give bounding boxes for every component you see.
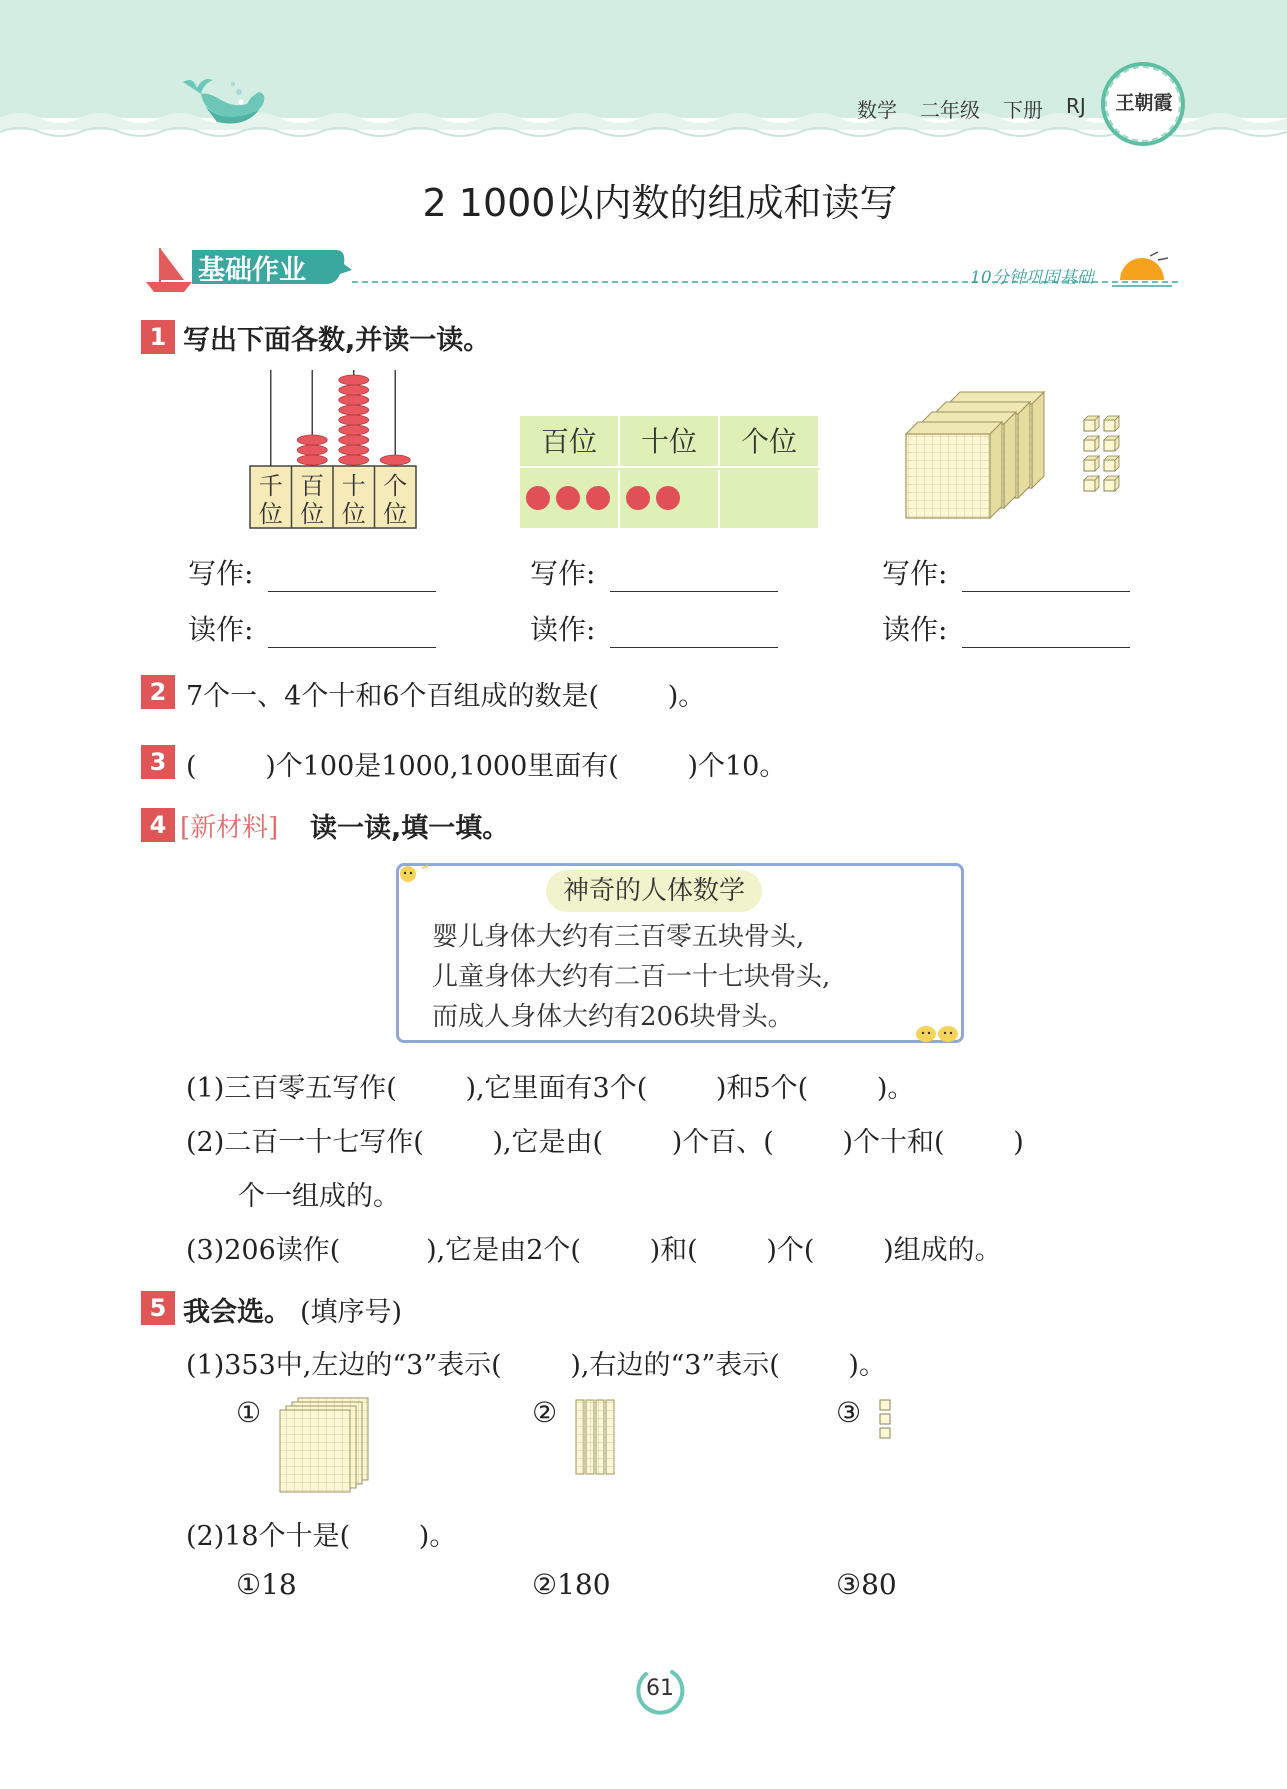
flat-top (906, 422, 1002, 434)
question-5-sub-2: (2)18个十是( )。 (186, 1521, 457, 1552)
place-value-table (520, 416, 820, 528)
flat-side (1032, 392, 1044, 488)
whale-icon (175, 74, 275, 130)
sun-sticker-icon (396, 862, 436, 886)
one-cube (1104, 440, 1115, 451)
abacus-bead (339, 425, 369, 435)
place-value-cell (520, 470, 620, 528)
question-number-2: 2 (141, 675, 175, 709)
place-value-cell (620, 470, 720, 528)
read-label: 读作: (882, 613, 948, 646)
option-marker-1: ① (236, 1396, 262, 1429)
header-subject: 数学 (857, 98, 897, 122)
abacus-bead (297, 455, 327, 465)
write-label: 写作: (188, 557, 254, 590)
new-material-tag: [新材料] (180, 813, 279, 843)
place-value-header: 个位 (720, 416, 820, 468)
page-number: 61 (646, 1676, 674, 1701)
one-cube (1084, 440, 1095, 451)
counter-dot (556, 486, 580, 510)
question-4-text: 读一读,填一填。 (310, 813, 510, 844)
abacus-bead (380, 455, 410, 465)
question-4-sub-3: (3)206读作( ),它是由2个( )和( )个( )组成的。 (186, 1235, 1002, 1266)
abacus-label-char: 百 (300, 472, 325, 500)
brand-logo (1101, 62, 1185, 146)
write-label: 写作: (882, 557, 948, 590)
one-cube (1104, 420, 1115, 431)
abacus-bead (339, 455, 369, 465)
option-marker-2: ② (532, 1396, 558, 1429)
abacus-label-char: 位 (341, 500, 366, 528)
abacus-label-char: 个 (383, 472, 408, 500)
read-label: 读作: (188, 613, 254, 646)
read-answer-line[interactable] (610, 614, 778, 648)
abacus-label-char: 位 (383, 500, 408, 528)
abacus-label-char: 位 (300, 500, 325, 528)
header-grade: 二年级 (920, 98, 980, 122)
option-ten-rod (606, 1400, 614, 1474)
question-number-4: 4 (141, 808, 175, 842)
question-number-5: 5 (141, 1291, 175, 1325)
base-ten-blocks (900, 388, 1130, 534)
abacus-bead (339, 415, 369, 425)
read-answer-line[interactable] (962, 614, 1130, 648)
read-answer-line[interactable] (268, 614, 436, 648)
option-ten-rod (596, 1400, 604, 1474)
question-number-1: 1 (141, 320, 175, 354)
abacus-bead (297, 435, 327, 445)
abacus-label-char: 位 (258, 500, 283, 528)
read-label: 读作: (530, 613, 596, 646)
story-line-1: 婴儿身体大约有三百零五块骨头, (432, 922, 805, 952)
question-4-sub-2: (2)二百一十七写作( ),它是由( )个百、( )个十和( ) (186, 1127, 1024, 1158)
write-answer-line[interactable] (610, 558, 778, 592)
story-line-2: 儿童身体大约有二百一十七块骨头, (432, 962, 831, 992)
option-ten-rod (586, 1400, 594, 1474)
question-5-sub-1: (1)353中,左边的“3”表示( ),右边的“3”表示( )。 (186, 1350, 886, 1381)
write-answer-line[interactable] (962, 558, 1130, 592)
one-cube-option (876, 1394, 896, 1446)
counter-dot (656, 486, 680, 510)
section-label: 基础作业 (198, 255, 306, 286)
question-number-3: 3 (141, 745, 175, 779)
abacus-label-char: 千 (258, 472, 283, 500)
choice-3: ③80 (836, 1568, 897, 1601)
place-value-header: 十位 (620, 416, 720, 468)
header-volume: 下册 (1003, 98, 1043, 122)
counter-dot (626, 486, 650, 510)
option-one-cube (880, 1414, 890, 1424)
option-one-cube (880, 1428, 890, 1438)
one-cube (1104, 480, 1115, 491)
abacus-bead (339, 435, 369, 445)
place-value-header: 百位 (520, 416, 620, 468)
place-value-cell (720, 470, 820, 528)
question-4-sub-1: (1)三百零五写作( ),它里面有3个( )和5个( )。 (186, 1073, 915, 1104)
counter-dot (526, 486, 550, 510)
abacus-figure (248, 368, 420, 532)
abacus-bead (339, 405, 369, 415)
question-5-note: (填序号) (300, 1297, 403, 1328)
abacus-bead (339, 385, 369, 395)
question-2-text: 7个一、4个十和6个百组成的数是( )。 (186, 681, 706, 712)
ten-rod-option (574, 1394, 618, 1476)
header-edition: RJ (1066, 94, 1086, 118)
one-cube (1084, 480, 1095, 491)
counter-dot (586, 486, 610, 510)
abacus-bead (297, 445, 327, 455)
choice-1: ①18 (236, 1568, 297, 1601)
abacus-bead (339, 395, 369, 405)
flat-side (1004, 412, 1016, 508)
option-marker-3: ③ (836, 1396, 862, 1429)
flat-side (1018, 402, 1030, 498)
one-cube (1104, 460, 1115, 471)
write-answer-line[interactable] (268, 558, 436, 592)
one-cube (1084, 420, 1095, 431)
brand-name: 王朝霞 (1115, 92, 1173, 114)
choice-2: ②180 (532, 1568, 611, 1601)
flat-side (990, 422, 1002, 518)
question-4-sub-2-cont: 个一组成的。 (238, 1181, 400, 1212)
section-note: 10分钟巩固基础 (970, 268, 1094, 288)
story-title: 神奇的人体数学 (546, 870, 762, 912)
question-1-text: 写出下面各数,并读一读。 (183, 325, 491, 356)
page-title: 2 1000以内数的组成和读写 (422, 181, 898, 225)
option-one-cube (880, 1400, 890, 1410)
one-cube (1084, 460, 1095, 471)
abacus-label-char: 十 (341, 472, 366, 500)
abacus-bead (339, 445, 369, 455)
option-ten-rod (576, 1400, 584, 1474)
question-5-text: 我会选。 (183, 1297, 291, 1328)
question-3-text: ( )个100是1000,1000里面有( )个10。 (186, 751, 787, 782)
character-sticker-icon (912, 1022, 964, 1044)
hundred-flat-option (278, 1394, 378, 1496)
write-label: 写作: (530, 557, 596, 590)
hundred-flat (906, 434, 990, 518)
abacus-bead (339, 375, 369, 385)
story-line-3: 而成人身体大约有206块骨头。 (432, 1002, 794, 1032)
option-hundred-flat (280, 1410, 350, 1492)
